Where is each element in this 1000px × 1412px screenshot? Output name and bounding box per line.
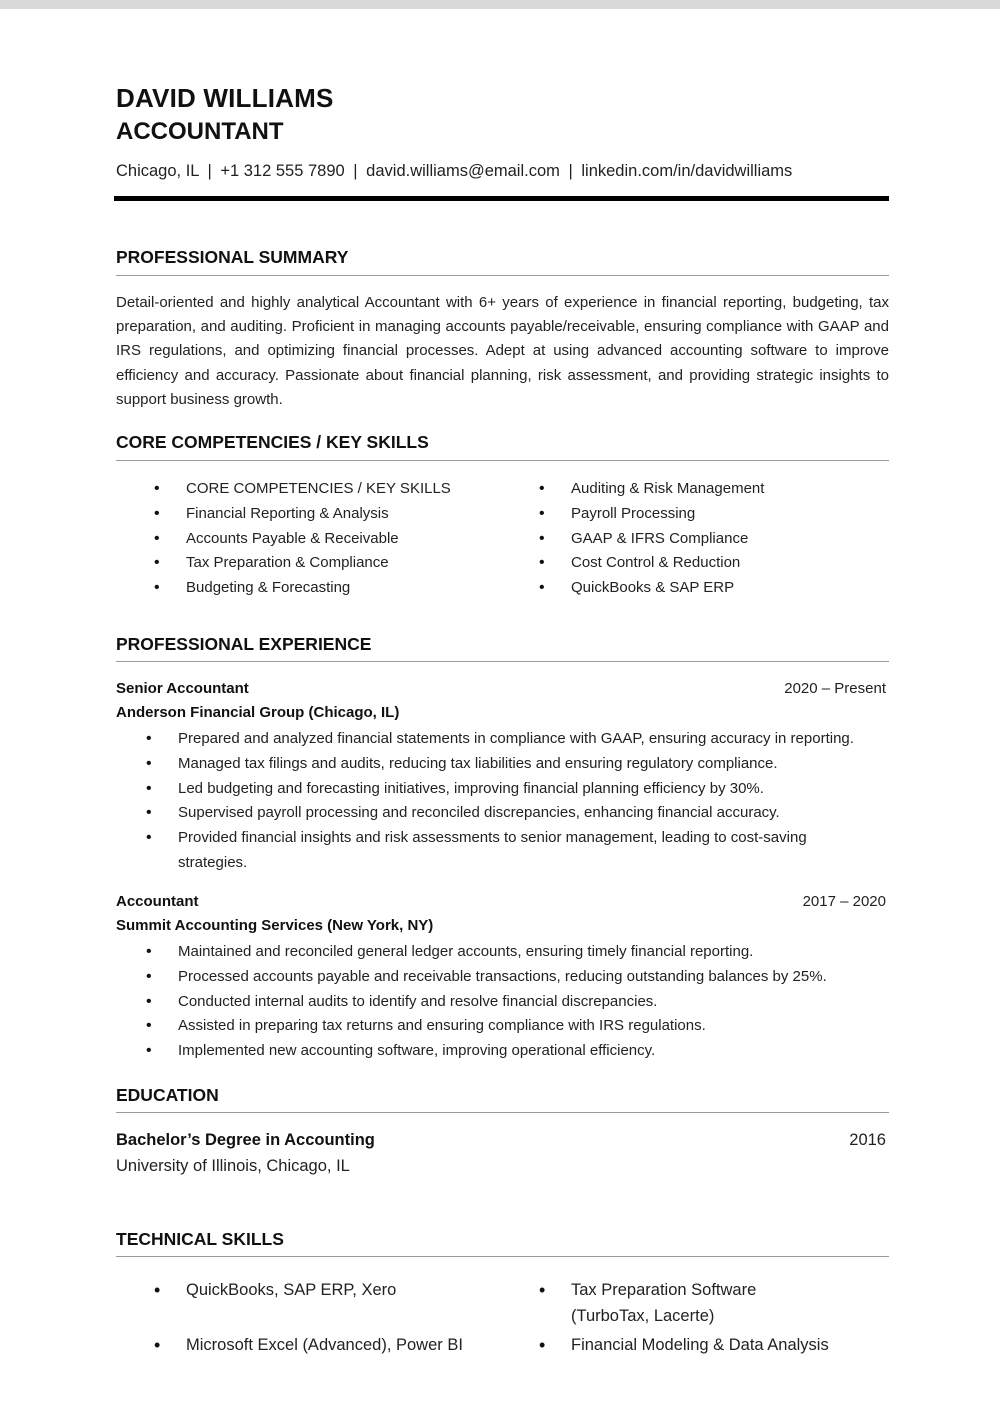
job-company: Anderson Financial Group (Chicago, IL) — [116, 704, 400, 721]
list-item: • Managed tax filings and audits, reducing tax liabilities and ensuring regulatory compliance. — [116, 752, 889, 777]
list-item: • Financial Modeling & Data Analysis — [501, 1332, 861, 1358]
job-bullets — [116, 940, 889, 1064]
candidate-role: ACCOUNTANT — [116, 118, 284, 145]
linkedin-link[interactable]: linkedin.com/in/davidwilliams — [581, 162, 793, 180]
technical-heading: TECHNICAL SKILLS — [116, 1229, 284, 1249]
school: University of Illinois, Chicago, IL — [116, 1157, 350, 1175]
list-item: • Cost Control & Reduction — [501, 551, 889, 576]
list-item: • Prepared and analyzed financial statements in compliance with GAAP, ensuring accuracy in reporting. — [116, 727, 889, 752]
job-title: Senior Accountant — [116, 680, 249, 697]
skills-list-left — [116, 477, 496, 601]
job-dates: 2017 – 2020 — [802, 893, 886, 910]
list-item: • Tax Preparation Software (TurboTax, Lacerte) — [501, 1277, 791, 1329]
contact-line — [116, 162, 792, 181]
list-item: • Processed accounts payable and receivable transactions, reducing outstanding balances by 25%. — [116, 965, 889, 990]
list-item: • Tax Preparation & Compliance — [116, 551, 496, 576]
job-title: Accountant — [116, 893, 199, 910]
experience-heading: PROFESSIONAL EXPERIENCE — [116, 634, 372, 654]
list-item: • Auditing & Risk Management — [501, 477, 889, 502]
list-item: • Provided financial insights and risk assessments to senior management, leading to cost-saving strategies. — [116, 826, 838, 876]
education-heading: EDUCATION — [116, 1085, 219, 1105]
list-item: • CORE COMPETENCIES / KEY SKILLS — [116, 477, 496, 502]
contact-separator: | — [568, 162, 573, 180]
contact-separator: | — [207, 162, 212, 180]
job-dates: 2020 – Present — [784, 680, 886, 697]
list-item: • GAAP & IFRS Compliance — [501, 527, 889, 552]
section-divider — [116, 1112, 889, 1113]
section-divider — [116, 661, 889, 662]
list-item: • Budgeting & Forecasting — [116, 576, 496, 601]
list-item: • Supervised payroll processing and reconciled discrepancies, enhancing financial accuracy. — [116, 801, 889, 826]
list-item: • Microsoft Excel (Advanced), Power BI — [116, 1332, 496, 1358]
section-divider — [116, 460, 889, 461]
section-divider — [116, 275, 889, 276]
degree: Bachelor’s Degree in Accounting — [116, 1131, 375, 1149]
skills-list-right — [501, 477, 889, 601]
location: Chicago, IL — [116, 162, 199, 180]
graduation-year: 2016 — [849, 1131, 886, 1149]
list-item: • QuickBooks, SAP ERP, Xero — [116, 1277, 496, 1303]
list-item: • Assisted in preparing tax returns and ensuring compliance with IRS regulations. — [116, 1014, 889, 1039]
summary-heading: PROFESSIONAL SUMMARY — [116, 247, 349, 267]
contact-separator: | — [353, 162, 358, 180]
list-item: • Payroll Processing — [501, 502, 889, 527]
candidate-name: DAVID WILLIAMS — [116, 83, 334, 113]
summary-text: Detail-oriented and highly analytical Accountant with 6+ years of experience in financial reporting, budgeting, tax preparation, and auditing. Proficient in managing accounts payable/receivable, ensuring compliance with GAAP and IRS regulations, and optimizing financial processes. Adept at using advanced accounting software to improve efficiency and accuracy. Passionate about financial planning, risk assessment, and providing strategic insights to support business growth. — [116, 294, 889, 408]
list-item: • Financial Reporting & Analysis — [116, 502, 496, 527]
email-link[interactable]: david.williams@email.com — [366, 162, 560, 180]
resume-page — [116, 0, 889, 1412]
list-item: • Conducted internal audits to identify and resolve financial discrepancies. — [116, 990, 889, 1015]
technical-list-right — [501, 1277, 861, 1358]
list-item: • Implemented new accounting software, improving operational efficiency. — [116, 1039, 889, 1064]
job-bullets — [116, 727, 889, 876]
job-company: Summit Accounting Services (New York, NY) — [116, 917, 434, 934]
list-item: • Maintained and reconciled general ledger accounts, ensuring timely financial reporting. — [116, 940, 889, 965]
list-item: • Led budgeting and forecasting initiatives, improving financial planning efficiency by 30%. — [116, 777, 889, 802]
technical-list-left — [116, 1277, 496, 1358]
skills-heading: CORE COMPETENCIES / KEY SKILLS — [116, 432, 429, 452]
header-divider — [114, 196, 889, 201]
section-divider — [116, 1256, 889, 1257]
list-item: • Accounts Payable & Receivable — [116, 527, 496, 552]
phone: +1 312 555 7890 — [220, 162, 345, 180]
list-item: • QuickBooks & SAP ERP — [501, 576, 889, 601]
